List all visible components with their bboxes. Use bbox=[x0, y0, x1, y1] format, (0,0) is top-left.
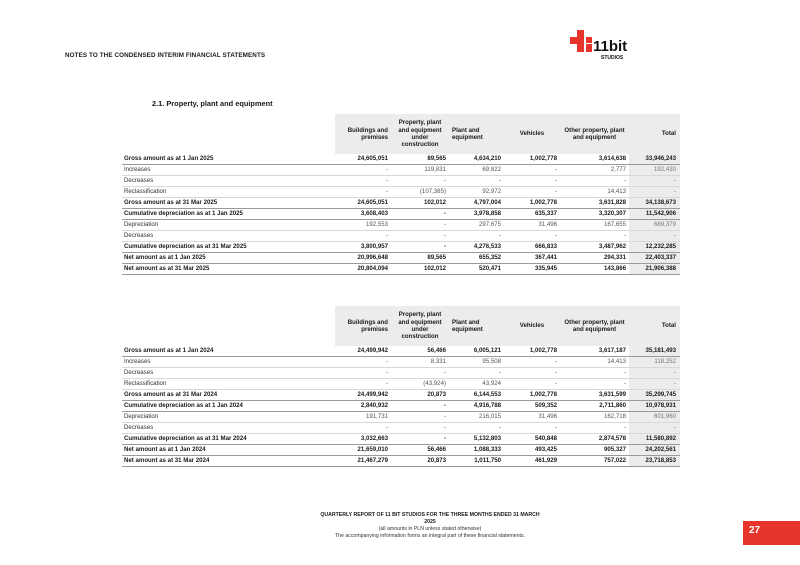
cell-construction: (107,385) bbox=[391, 187, 449, 198]
table-header-row bbox=[122, 114, 680, 154]
cell-total: 10,978,931 bbox=[629, 401, 680, 412]
cell-buildings: 24,499,942 bbox=[335, 346, 391, 357]
row-label: Cumulative depreciation as at 1 Jan 2025 bbox=[122, 209, 335, 220]
section-title: 2.1. Property, plant and equipment bbox=[152, 99, 273, 108]
cell-construction: - bbox=[391, 434, 449, 445]
cell-plant: - bbox=[449, 231, 504, 242]
cell-plant: 1,088,333 bbox=[449, 445, 504, 456]
cell-other: 14,413 bbox=[560, 187, 629, 198]
cell-vehicles: - bbox=[504, 165, 560, 176]
cell-construction: 102,012 bbox=[391, 264, 449, 275]
col-header-vehicles: Vehicles bbox=[504, 114, 560, 154]
cell-total: 23,718,853 bbox=[629, 456, 680, 467]
cell-other: 14,413 bbox=[560, 357, 629, 368]
table-row bbox=[122, 242, 680, 253]
cell-vehicles: - bbox=[504, 379, 560, 390]
cell-other: - bbox=[560, 379, 629, 390]
cell-vehicles: 493,425 bbox=[504, 445, 560, 456]
cell-buildings: 192,553 bbox=[335, 220, 391, 231]
cell-plant: 95,508 bbox=[449, 357, 504, 368]
cell-plant: 216,015 bbox=[449, 412, 504, 423]
cell-other: 2,874,578 bbox=[560, 434, 629, 445]
cell-construction: - bbox=[391, 242, 449, 253]
table-row bbox=[122, 346, 680, 357]
cell-vehicles: 31,496 bbox=[504, 412, 560, 423]
col-header-buildings: Buildings and premises bbox=[335, 306, 391, 346]
cell-buildings: - bbox=[335, 368, 391, 379]
row-label: Net amount as at 31 Mar 2024 bbox=[122, 456, 335, 467]
company-logo bbox=[568, 30, 630, 60]
table-row bbox=[122, 445, 680, 456]
cell-construction: - bbox=[391, 423, 449, 434]
cell-plant: - bbox=[449, 423, 504, 434]
cell-buildings: - bbox=[335, 357, 391, 368]
cell-vehicles: - bbox=[504, 423, 560, 434]
table-row bbox=[122, 187, 680, 198]
row-label: Cumulative depreciation as at 1 Jan 2024 bbox=[122, 401, 335, 412]
logo-text: 11bit bbox=[593, 38, 628, 55]
cell-other: 162,718 bbox=[560, 412, 629, 423]
cell-buildings: 3,032,663 bbox=[335, 434, 391, 445]
col-header-plant: Plant and equipment bbox=[449, 114, 504, 154]
cell-plant: - bbox=[449, 368, 504, 379]
cell-vehicles: 1,002,778 bbox=[504, 154, 560, 165]
footer-title-line2: 2025 bbox=[424, 519, 436, 525]
cell-vehicles: - bbox=[504, 368, 560, 379]
cell-construction: - bbox=[391, 209, 449, 220]
cell-vehicles: 666,833 bbox=[504, 242, 560, 253]
cell-vehicles: 1,002,778 bbox=[504, 346, 560, 357]
cell-buildings: 24,605,051 bbox=[335, 154, 391, 165]
cell-plant: - bbox=[449, 176, 504, 187]
row-label: Net amount as at 1 Jan 2024 bbox=[122, 445, 335, 456]
col-header-construction: Property, plant and equipment under construction bbox=[391, 306, 449, 346]
footer-title-line1: QUARTERLY REPORT OF 11 BIT STUDIOS FOR THE THREE MONTHS ENDED 31 MARCH bbox=[320, 512, 540, 518]
cell-plant: 4,916,788 bbox=[449, 401, 504, 412]
cell-construction: - bbox=[391, 368, 449, 379]
row-label: Decreases bbox=[122, 176, 335, 187]
cell-buildings: - bbox=[335, 176, 391, 187]
cell-other: 167,655 bbox=[560, 220, 629, 231]
cell-total: - bbox=[629, 176, 680, 187]
col-header-plant: Plant and equipment bbox=[449, 306, 504, 346]
cell-other: 2,777 bbox=[560, 165, 629, 176]
col-header-construction: Property, plant and equipment under construction bbox=[391, 114, 449, 154]
cell-construction: 20,873 bbox=[391, 390, 449, 401]
ppe-table-2025 bbox=[122, 114, 680, 275]
cell-total: 33,946,243 bbox=[629, 154, 680, 165]
row-label: Increases bbox=[122, 357, 335, 368]
table-row bbox=[122, 198, 680, 209]
table-row bbox=[122, 368, 680, 379]
cell-buildings: 24,499,942 bbox=[335, 390, 391, 401]
cell-vehicles: - bbox=[504, 176, 560, 187]
cell-plant: 4,276,533 bbox=[449, 242, 504, 253]
cell-other: - bbox=[560, 423, 629, 434]
cell-plant: 6,005,121 bbox=[449, 346, 504, 357]
table-row bbox=[122, 231, 680, 242]
cell-buildings: - bbox=[335, 423, 391, 434]
cell-plant: 4,634,210 bbox=[449, 154, 504, 165]
row-label: Gross amount as at 1 Jan 2024 bbox=[122, 346, 335, 357]
cell-other: 2,711,860 bbox=[560, 401, 629, 412]
cell-buildings: 191,731 bbox=[335, 412, 391, 423]
cell-construction: 102,012 bbox=[391, 198, 449, 209]
cell-construction: 56,466 bbox=[391, 445, 449, 456]
row-label: Increases bbox=[122, 165, 335, 176]
col-header-total: Total bbox=[629, 306, 680, 346]
row-label: Gross amount as at 31 Mar 2024 bbox=[122, 390, 335, 401]
page-number: 27 bbox=[743, 521, 800, 545]
table-row bbox=[122, 434, 680, 445]
row-label: Cumulative depreciation as at 31 Mar 2025 bbox=[122, 242, 335, 253]
cell-plant: 43,924 bbox=[449, 379, 504, 390]
page-header: NOTES TO THE CONDENSED INTERIM FINANCIAL STATEMENTS bbox=[65, 52, 266, 59]
table-row bbox=[122, 379, 680, 390]
cell-other: - bbox=[560, 231, 629, 242]
cell-buildings: 3,800,957 bbox=[335, 242, 391, 253]
col-header-other: Other property, plant and equipment bbox=[560, 306, 629, 346]
row-label: Decreases bbox=[122, 231, 335, 242]
cell-total: - bbox=[629, 187, 680, 198]
cell-total: 11,580,892 bbox=[629, 434, 680, 445]
cell-plant: 655,352 bbox=[449, 253, 504, 264]
cell-vehicles: 540,848 bbox=[504, 434, 560, 445]
cell-other: - bbox=[560, 176, 629, 187]
cell-vehicles: - bbox=[504, 357, 560, 368]
cell-vehicles: 1,002,778 bbox=[504, 198, 560, 209]
cell-buildings: - bbox=[335, 187, 391, 198]
cell-plant: 5,132,803 bbox=[449, 434, 504, 445]
cell-plant: 6,144,553 bbox=[449, 390, 504, 401]
row-label: Net amount as at 1 Jan 2025 bbox=[122, 253, 335, 264]
cell-total: - bbox=[629, 423, 680, 434]
cell-other: - bbox=[560, 368, 629, 379]
header-label-cell bbox=[122, 114, 335, 154]
table-header-row bbox=[122, 306, 680, 346]
cell-other: 905,327 bbox=[560, 445, 629, 456]
header-label-cell bbox=[122, 306, 335, 346]
cell-plant: 520,471 bbox=[449, 264, 504, 275]
cell-vehicles: 31,496 bbox=[504, 220, 560, 231]
logo-subtext: STUDIOS bbox=[601, 55, 624, 60]
cell-vehicles: 367,441 bbox=[504, 253, 560, 264]
row-label: Reclassification bbox=[122, 379, 335, 390]
cell-total: 34,138,673 bbox=[629, 198, 680, 209]
table-row bbox=[122, 423, 680, 434]
cell-total: - bbox=[629, 368, 680, 379]
col-header-buildings: Buildings and premises bbox=[335, 114, 391, 154]
col-header-vehicles: Vehicles bbox=[504, 306, 560, 346]
table-row bbox=[122, 209, 680, 220]
cell-vehicles: 335,945 bbox=[504, 264, 560, 275]
cell-other: 3,320,307 bbox=[560, 209, 629, 220]
cell-total: 35,299,745 bbox=[629, 390, 680, 401]
cell-construction: 56,466 bbox=[391, 346, 449, 357]
cell-other: 143,866 bbox=[560, 264, 629, 275]
cell-buildings: 20,804,094 bbox=[335, 264, 391, 275]
cell-construction: - bbox=[391, 401, 449, 412]
cell-buildings: 21,659,010 bbox=[335, 445, 391, 456]
table-row bbox=[122, 176, 680, 187]
cell-buildings: 3,608,403 bbox=[335, 209, 391, 220]
row-label: Gross amount as at 31 Mar 2025 bbox=[122, 198, 335, 209]
cell-plant: 92,972 bbox=[449, 187, 504, 198]
cell-vehicles: 1,002,778 bbox=[504, 390, 560, 401]
cell-total: 24,202,561 bbox=[629, 445, 680, 456]
table-row bbox=[122, 220, 680, 231]
table-row bbox=[122, 412, 680, 423]
cell-vehicles: 461,929 bbox=[504, 456, 560, 467]
cell-buildings: 2,840,932 bbox=[335, 401, 391, 412]
cell-buildings: - bbox=[335, 165, 391, 176]
cell-plant: 3,978,858 bbox=[449, 209, 504, 220]
cell-total: - bbox=[629, 379, 680, 390]
cell-plant: 69,822 bbox=[449, 165, 504, 176]
cell-total: 689,379 bbox=[629, 220, 680, 231]
cell-buildings: 21,467,279 bbox=[335, 456, 391, 467]
row-label: Gross amount as at 1 Jan 2025 bbox=[122, 154, 335, 165]
cell-other: 3,487,962 bbox=[560, 242, 629, 253]
footer-currency-note: (all amounts in PLN unless stated otherwise) bbox=[378, 526, 482, 532]
cell-construction: 8,331 bbox=[391, 357, 449, 368]
table-row bbox=[122, 264, 680, 275]
cell-other: 3,614,638 bbox=[560, 154, 629, 165]
cell-other: 294,331 bbox=[560, 253, 629, 264]
cell-construction: - bbox=[391, 220, 449, 231]
table-row bbox=[122, 253, 680, 264]
table-row bbox=[122, 390, 680, 401]
row-label: Cumulative depreciation as at 31 Mar 2024 bbox=[122, 434, 335, 445]
cell-construction: 89,565 bbox=[391, 154, 449, 165]
cell-other: 3,631,599 bbox=[560, 390, 629, 401]
row-label: Reclassification bbox=[122, 187, 335, 198]
ppe-table-2024 bbox=[122, 306, 680, 467]
table-row bbox=[122, 456, 680, 467]
table-body bbox=[122, 154, 680, 275]
row-label: Decreases bbox=[122, 423, 335, 434]
cell-construction: 20,873 bbox=[391, 456, 449, 467]
cell-vehicles: 509,352 bbox=[504, 401, 560, 412]
col-header-other: Other property, plant and equipment bbox=[560, 114, 629, 154]
cell-other: 3,631,828 bbox=[560, 198, 629, 209]
table-body bbox=[122, 346, 680, 467]
cell-construction: - bbox=[391, 176, 449, 187]
cell-construction: 89,565 bbox=[391, 253, 449, 264]
cell-buildings: - bbox=[335, 379, 391, 390]
row-label: Depreciation bbox=[122, 412, 335, 423]
col-header-total: Total bbox=[629, 114, 680, 154]
cell-total: 12,232,285 bbox=[629, 242, 680, 253]
cell-buildings: - bbox=[335, 231, 391, 242]
footer-disclaimer: The accompanying information forms an integral part of these financial statements. bbox=[334, 533, 526, 539]
cell-total: - bbox=[629, 231, 680, 242]
cell-construction: (43,924) bbox=[391, 379, 449, 390]
cell-total: 35,181,493 bbox=[629, 346, 680, 357]
cell-plant: 1,011,750 bbox=[449, 456, 504, 467]
row-label: Net amount as at 31 Mar 2025 bbox=[122, 264, 335, 275]
cell-other: 757,022 bbox=[560, 456, 629, 467]
cell-construction: - bbox=[391, 412, 449, 423]
cell-total: 11,542,906 bbox=[629, 209, 680, 220]
table-row bbox=[122, 165, 680, 176]
cell-total: 601,960 bbox=[629, 412, 680, 423]
table-row bbox=[122, 357, 680, 368]
cell-plant: 4,797,004 bbox=[449, 198, 504, 209]
cell-vehicles: 635,337 bbox=[504, 209, 560, 220]
cell-other: 3,617,187 bbox=[560, 346, 629, 357]
page-footer bbox=[260, 512, 600, 540]
cell-total: 22,403,337 bbox=[629, 253, 680, 264]
cell-construction: 119,831 bbox=[391, 165, 449, 176]
table-row bbox=[122, 154, 680, 165]
cell-vehicles: - bbox=[504, 231, 560, 242]
cell-vehicles: - bbox=[504, 187, 560, 198]
row-label: Depreciation bbox=[122, 220, 335, 231]
cell-total: 118,252 bbox=[629, 357, 680, 368]
cell-total: 21,906,388 bbox=[629, 264, 680, 275]
table-row bbox=[122, 401, 680, 412]
cell-buildings: 24,605,051 bbox=[335, 198, 391, 209]
row-label: Decreases bbox=[122, 368, 335, 379]
cell-buildings: 20,996,648 bbox=[335, 253, 391, 264]
cell-total: 192,430 bbox=[629, 165, 680, 176]
cell-plant: 297,675 bbox=[449, 220, 504, 231]
cell-construction: - bbox=[391, 231, 449, 242]
